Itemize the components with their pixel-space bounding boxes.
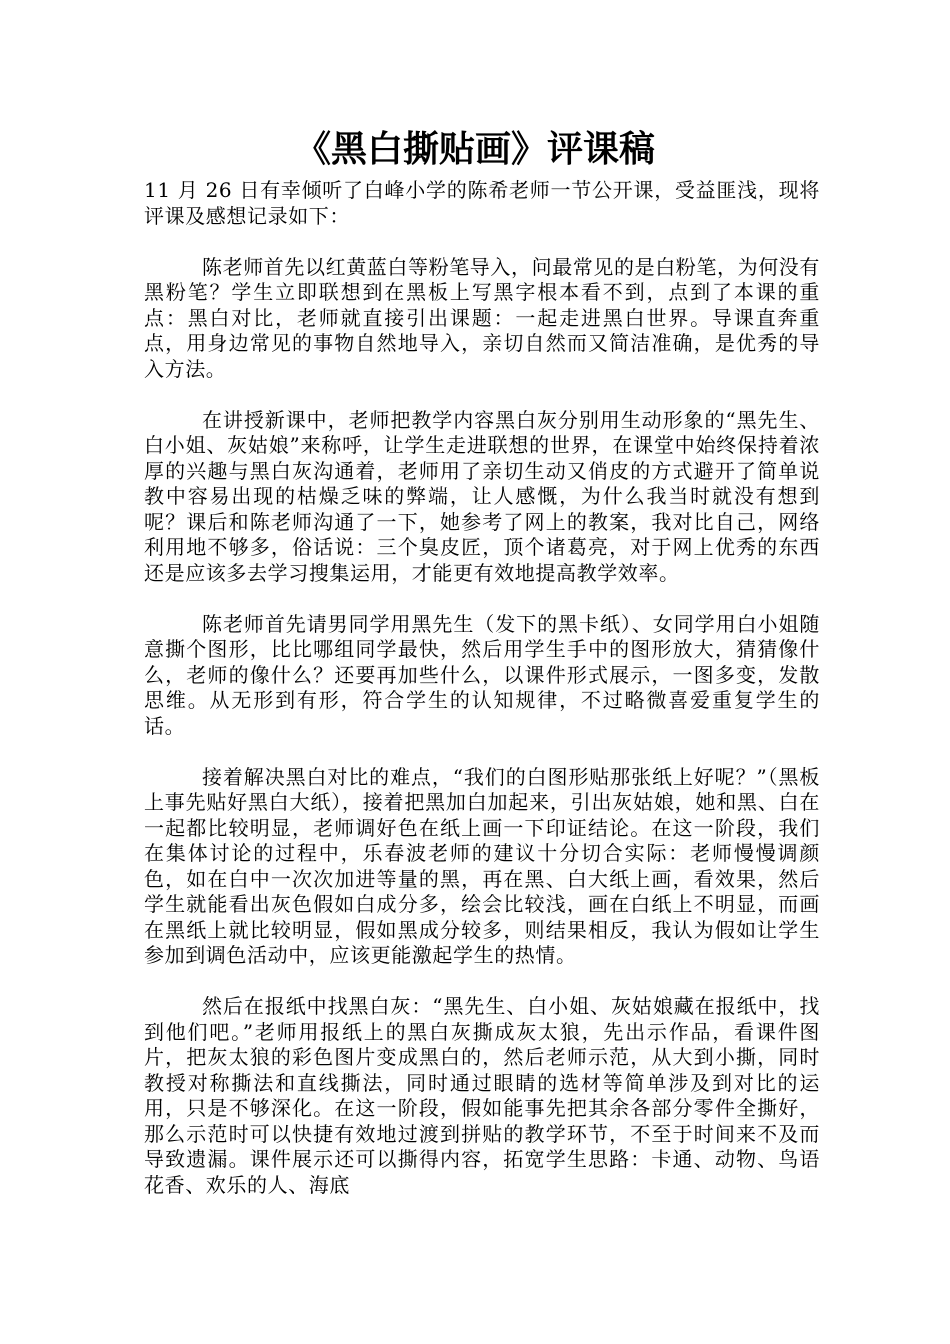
document-body: [144, 178, 820, 1224]
paragraph-5: 然后在报纸中找黑白灰：“黑先生、白小姐、灰姑娘藏在报纸中，找到他们吧。”老师用报纸上的黑白灰撕成灰太狼，先出示作品，看课件图片，把灰太狼的彩色图片变成黑白的，然后老师示范，从大到小撕，同时教授对称撕法和直线撕法，同时通过眼睛的选材等简单涉及到对比的运用，只是不够深化。在这一阶段，假如能事先把其余各部分零件全撕好，那么示范时可以快捷有效地过渡到拼贴的教学环节，不至于时间来不及而导致遗漏。课件展示还可以撕得内容，拓宽学生思路：卡通、动物、鸟语花香、欢乐的人、海底: [144, 994, 820, 1197]
paragraph-intro: 11 月 26 日有幸倾听了白峰小学的陈希老师一节公开课，受益匪浅，现将评课及感想记录如下：: [144, 178, 820, 228]
paragraph-1: 陈老师首先以红黄蓝白等粉笔导入，问最常见的是白粉笔，为何没有黑粉笔？学生立即联想到在黑板上写黑字根本看不到，点到了本课的重点：黑白对比，老师就直接引出课题：一起走进黑白世界。导课直奔重点，用身边常见的事物自然地导入，亲切自然而又简洁准确，是优秀的导入方法。: [144, 254, 820, 381]
paragraph-4: 接着解决黑白对比的难点，“我们的白图形贴那张纸上好呢？”（黑板上事先贴好黑白大纸），接着把黑加白加起来，引出灰姑娘，她和黑、白在一起都比较明显，老师调好色在纸上画一下印证结论。在这一阶段，我们在集体讨论的过程中，乐春波老师的建议十分切合实际：老师慢慢调颜色，如在白中一次次加进等量的黑，再在黑、白大纸上画，看效果，然后学生就能看出灰色假如白成分多，绘会比较浅，画在白纸上不明显，而画在黑纸上就比较明显，假如黑成分较多，则结果相反，我认为假如让学生参加到调色活动中，应该更能激起学生的热情。: [144, 764, 820, 967]
document-title: 《黑白撕贴画》评课稿: [294, 128, 655, 170]
paragraph-2: 在讲授新课中，老师把教学内容黑白灰分别用生动形象的“黑先生、白小姐、灰姑娘”来称呼，让学生走进联想的世界，在课堂中始终保持着浓厚的兴趣与黑白灰沟通着，老师用了亲切生动又俏皮的方式避开了简单说教中容易出现的枯燥乏味的弊端，让人感慨，为什么我当时就没有想到呢？课后和陈老师沟通了一下，她参考了网上的教案，我对比自己，网络利用地不够多，俗话说：三个臭皮匠，顶个诸葛亮，对于网上优秀的东西还是应该多去学习搜集运用，才能更有效地提高教学效率。: [144, 407, 820, 585]
paragraph-3: 陈老师首先请男同学用黑先生（发下的黑卡纸）、女同学用白小姐随意撕个图形，比比哪组同学最快，然后用学生手中的图形放大，猜猜像什么，老师的像什么？还要再加些什么，以课件形式展示，一图多变，发散思维。从无形到有形，符合学生的认知规律，不过略微喜爱重复学生的话。: [144, 611, 820, 738]
